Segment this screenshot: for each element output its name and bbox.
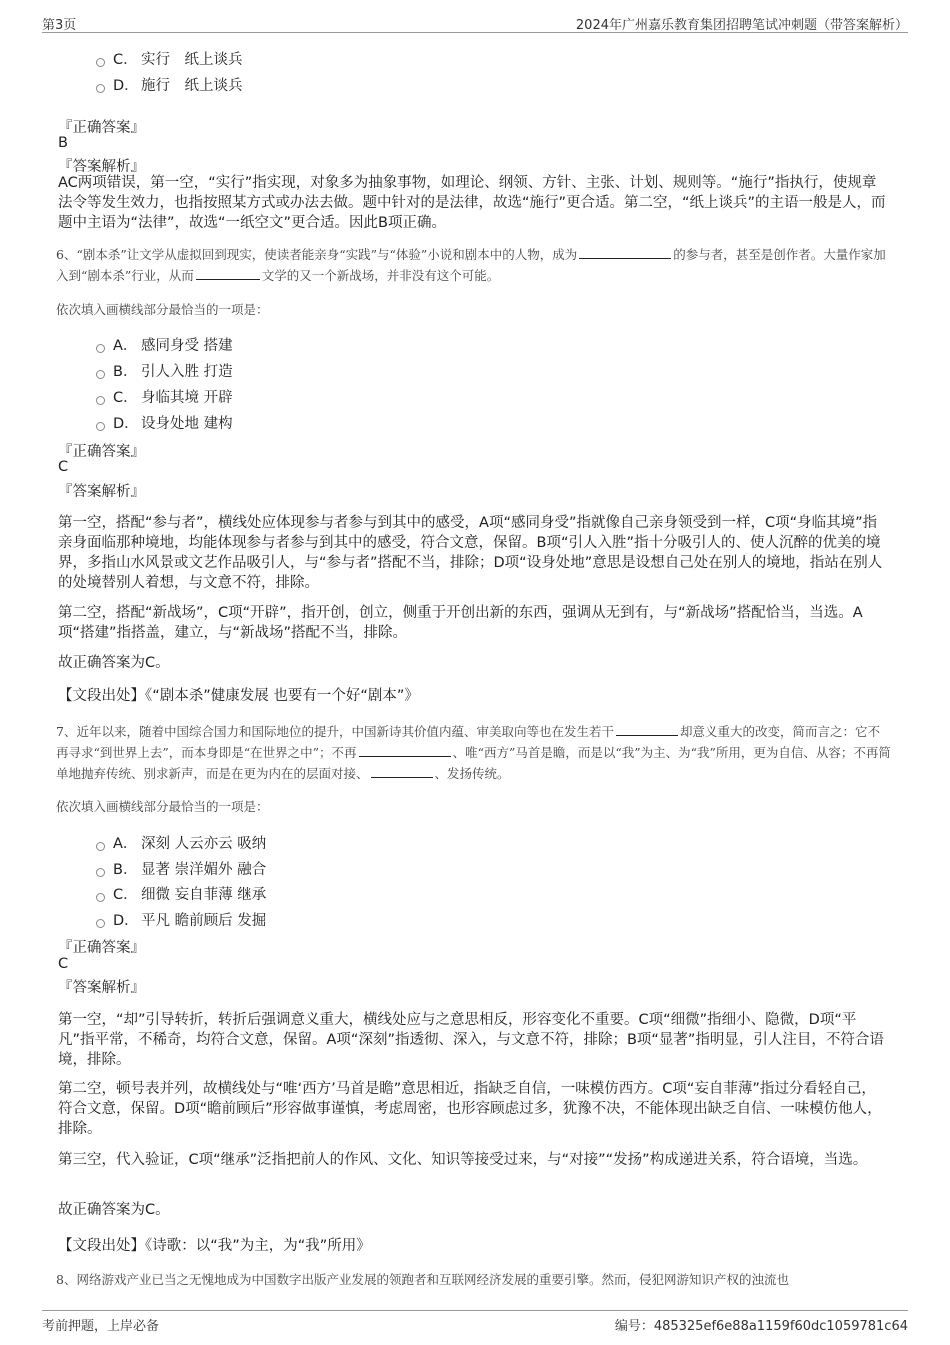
blank-line — [371, 765, 433, 778]
q7-option-a[interactable]: A． 深刻 人云亦云 吸纳 — [96, 832, 266, 853]
q6-source: 【文段出处】《“剧本杀”健康发展 也要有一个好“剧本”》 — [58, 688, 419, 704]
q5-analysis: AC两项错误，第一空，“实行”指实现，对象多为抽象事物，如理论、纲领、方针、主张、计划、规则等。“施行”指执行，使规章法令等发生效力，也指按照某方式或办法去做。题中针对的是法律，故选“施行”更合适。第二空，“纸上谈兵”的主语一般是人，而题中主语为“法律”，故选“一纸空文”更合适。因此B项正确。 — [58, 175, 886, 231]
q5-analysis-label: 『答案解析』 — [58, 159, 145, 175]
blank-line — [579, 246, 671, 259]
q6-analysis-p3: 故正确答案为C。 — [58, 655, 170, 671]
q6-analysis-p2: 第二空，搭配“新战场”，C项“开辟”，指开创，创立，侧重于开创出新的东西，强调从无到有，与“新战场”搭配恰当，当选。A项“搭建”指搭盖，建立，与“新战场”搭配不当，排除。 — [58, 605, 863, 641]
page-number: 第3页 — [42, 18, 77, 33]
blank-line — [359, 744, 451, 757]
radio-icon[interactable] — [96, 422, 105, 431]
radio-icon[interactable] — [96, 370, 105, 379]
q6-option-b[interactable]: B． 引人入胜 打造 — [96, 360, 233, 381]
radio-icon[interactable] — [96, 344, 105, 353]
q5-answer-label: 『正确答案』 — [58, 120, 145, 136]
q6-option-a[interactable]: A． 感同身受 搭建 — [96, 334, 233, 355]
q6-prompt: 依次填入画横线部分最恰当的一项是： — [56, 302, 269, 317]
q5-option-d[interactable]: D． 施行 纸上谈兵 — [96, 74, 243, 95]
q7-analysis-p3: 第三空，代入验证，C项“继承”泛指把前人的作风、文化、知识等接受过来，与“对接”“发扬”构成递进关系，符合语境，当选。 — [58, 1152, 868, 1168]
q6-analysis-p1: 第一空，搭配“参与者”，横线处应体现参与者参与到其中的感受，A项“感同身受”指就像自己亲身领受到一样，C项“身临其境”指亲身面临那种境地，均能体现参与者参与到其中的感受，符合文意，保留。B项“引人入胜”指十分吸引人的、使人沉醉的优美的境界，多指山水风景或文艺作品吸引人，与“参与者”搭配不当，排除；D项“设身处地”意思是设想自己处在别人的境地，指站在别人的处境替别人着想，与文意不符，排除。 — [58, 515, 883, 591]
q7-question: 7、近年以来，随着中国综合国力和国际地位的提升，中国新诗其价值内蕴、审美取向等也在发生若干 却意义重大的改变，简而言之：它不再寻求“到世界上去”，而本身即是“在世界之中”；不再 、唯“西方”马首是瞻，而是以“我”为主、为“我”所用，更为自信、从容；不再简单地抛弃传统、别求新声，而是在更为内在的层面对接、 、发扬传统。 — [56, 724, 891, 781]
q7-analysis-p1: 第一空，“却”引导转折，转折后强调意义重大，横线处应与之意思相反，形容变化不重要。C项“细微”指细小、隐微，D项“平凡”指平常，不稀奇，均符合文意，保留。A项“深刻”指透彻、深入，与文意不符，排除；B项“显著”指明显，引人注目，不符合语境，排除。 — [58, 1012, 884, 1068]
radio-icon[interactable] — [96, 84, 105, 93]
q7-analysis-p4: 故正确答案为C。 — [58, 1202, 170, 1218]
blank-line — [196, 267, 260, 280]
radio-icon[interactable] — [96, 58, 105, 67]
q5-option-c[interactable]: C． 实行 纸上谈兵 — [96, 48, 243, 69]
page-header — [42, 12, 908, 33]
document-title: 2024年广州嘉乐教育集团招聘笔试冲刺题（带答案解析） — [575, 18, 908, 33]
radio-icon[interactable] — [96, 396, 105, 405]
q6-option-d[interactable]: D． 设身处地 建构 — [96, 412, 233, 433]
radio-icon[interactable] — [96, 842, 105, 851]
q7-analysis-p2: 第二空，顿号表并列，故横线处与“唯‘西方’马首是瞻”意思相近，指缺乏自信，一味模仿西方。C项“妄自菲薄”指过分看轻自己，符合文意，保留。D项“瞻前顾后”形容做事谨慎，考虑周密，也形容顾虑过多，犹豫不决，不能体现出缺乏自信、一味模仿他人，排除。 — [58, 1081, 882, 1137]
q7-option-c[interactable]: C． 细微 妄自菲薄 继承 — [96, 883, 266, 904]
footer-slogan: 考前押题，上岸必备 — [42, 1319, 160, 1334]
q7-option-d[interactable]: D． 平凡 瞻前顾后 发掘 — [96, 909, 266, 930]
q6-option-c[interactable]: C． 身临其境 开辟 — [96, 386, 233, 407]
q6-analysis-label: 『答案解析』 — [58, 484, 145, 500]
q7-analysis-label: 『答案解析』 — [58, 980, 145, 996]
q7-answer: C — [58, 956, 69, 972]
radio-icon[interactable] — [96, 868, 105, 877]
q8-question: 8、网络游戏产业已当之无愧地成为中国数字出版产业发展的领跑者和互联网经济发展的重要引擎。然而，侵犯网游知识产权的浊流也 — [56, 1272, 789, 1287]
radio-icon[interactable] — [96, 893, 105, 902]
q7-option-b[interactable]: B． 显著 崇洋媚外 融合 — [96, 858, 266, 879]
document-code: 编号：485325ef6e88a1159f60dc1059781c64 — [614, 1319, 908, 1334]
q6-answer: C — [58, 459, 69, 475]
q7-prompt: 依次填入画横线部分最恰当的一项是： — [56, 799, 269, 814]
q6-answer-label: 『正确答案』 — [58, 444, 145, 460]
q6-question: 6、“剧本杀”让文学从虚拟回到现实，使读者能亲身“实践”与“体验”小说和剧本中的人物，成为 的参与者，甚至是创作者。大量作家加入到“剧本杀”行业，从而 文学的又一个新战场，并非没有这个可能。 — [56, 247, 886, 283]
radio-icon[interactable] — [96, 919, 105, 928]
page-footer — [42, 1310, 908, 1333]
blank-line — [616, 723, 678, 736]
q5-answer: B — [58, 135, 68, 151]
q7-source: 【文段出处】《诗歌：以“我”为主，为“我”所用》 — [58, 1238, 371, 1254]
q7-answer-label: 『正确答案』 — [58, 940, 145, 956]
